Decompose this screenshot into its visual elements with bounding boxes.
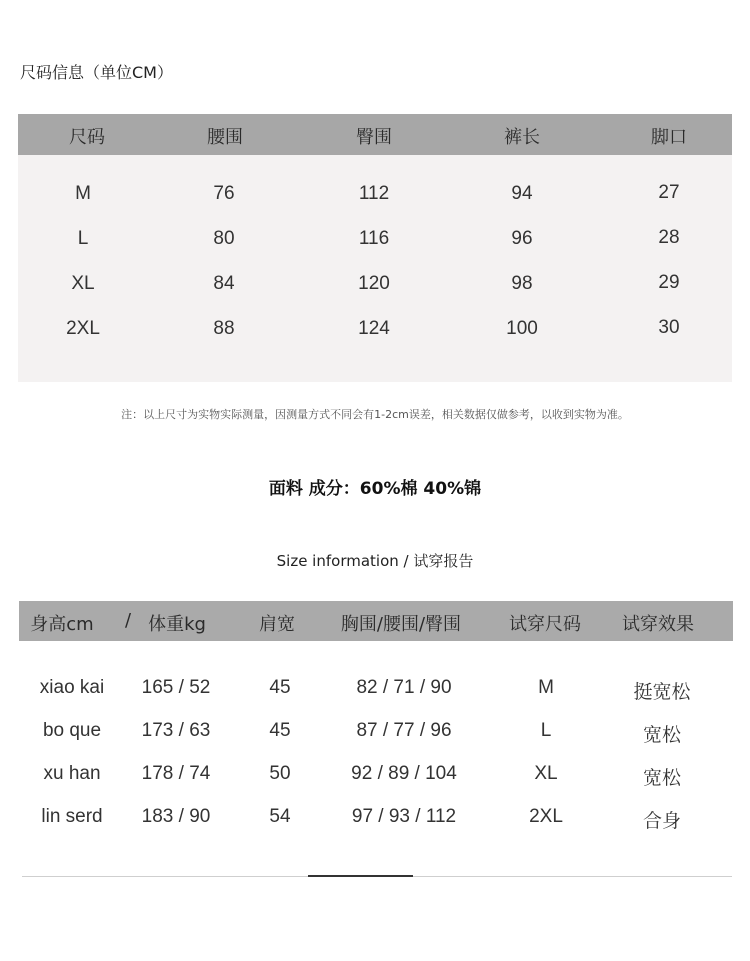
trial-effect-cell: 挺宽松 — [633, 681, 691, 703]
name-cell: xiao kai — [39, 677, 105, 698]
name-cell: lin serd — [41, 806, 103, 827]
length-cell: 98 — [511, 273, 533, 294]
height-weight-cell: 178 / 74 — [141, 763, 211, 784]
hip-cell: 112 — [358, 183, 390, 204]
header-separator: / — [124, 610, 132, 631]
trial-size-cell: M — [538, 677, 554, 698]
length-cell: 94 — [511, 183, 533, 204]
shoulder-cell: 45 — [269, 677, 291, 698]
height-weight-cell: 173 / 63 — [141, 720, 211, 741]
waist-cell: 76 — [213, 183, 235, 204]
header-shoulder: 肩宽 — [259, 614, 295, 635]
hem-cell: 29 — [658, 272, 680, 293]
trial-effect-cell: 合身 — [642, 810, 682, 832]
size-cell: XL — [71, 273, 95, 294]
header-hem: 脚口 — [651, 127, 687, 148]
trial-effect-cell: 宽松 — [642, 724, 682, 746]
measures-cell: 92 / 89 / 104 — [351, 763, 457, 784]
measures-cell: 87 / 77 / 96 — [356, 720, 452, 741]
waist-cell: 80 — [213, 228, 235, 249]
header-waist: 腰围 — [207, 127, 243, 148]
shoulder-cell: 45 — [269, 720, 291, 741]
size-cell: L — [77, 228, 89, 249]
length-cell: 96 — [511, 228, 533, 249]
measurement-note: 注：以上尺寸为实物实际测量，因测量方式不同会有1-2cm误差，相关数据仅做参考，以收到实物为准。 — [121, 408, 629, 421]
header-hip: 臀围 — [356, 127, 392, 148]
name-cell: bo que — [42, 720, 102, 741]
header-height: 身高cm — [30, 614, 94, 635]
waist-cell: 88 — [213, 318, 235, 339]
length-cell: 100 — [506, 318, 538, 339]
trial-table-body — [19, 641, 733, 841]
waist-cell: 84 — [213, 273, 235, 294]
header-size: 尺码 — [69, 127, 105, 148]
hip-cell: 124 — [358, 318, 390, 339]
trial-table-header — [19, 601, 733, 641]
height-weight-cell: 165 / 52 — [141, 677, 211, 698]
header-trial-effect: 试穿效果 — [622, 614, 694, 635]
size-table-body — [18, 155, 732, 382]
trial-size-cell: L — [540, 720, 552, 741]
hem-cell: 28 — [658, 227, 680, 248]
fabric-composition: 面料 成分：60%棉 40%锦 — [268, 479, 482, 499]
hem-cell: 30 — [658, 317, 680, 338]
size-cell: M — [75, 183, 91, 204]
trial-section-title: Size information / 试穿报告 — [276, 552, 474, 570]
header-length: 裤长 — [504, 127, 540, 148]
size-section-title: 尺码信息（单位CM） — [20, 63, 173, 82]
header-weight: 体重kg — [148, 614, 206, 635]
measures-cell: 97 / 93 / 112 — [351, 806, 457, 827]
trial-size-cell: XL — [534, 763, 558, 784]
trial-effect-cell: 宽松 — [642, 767, 682, 789]
trial-size-cell: 2XL — [529, 806, 563, 827]
measures-cell: 82 / 71 / 90 — [356, 677, 452, 698]
name-cell: xu han — [43, 763, 101, 784]
bottom-divider-accent — [308, 875, 413, 877]
hip-cell: 120 — [358, 273, 390, 294]
size-table-header — [18, 114, 732, 155]
hip-cell: 116 — [358, 228, 390, 249]
header-trial-size: 试穿尺码 — [509, 614, 581, 635]
shoulder-cell: 54 — [269, 806, 291, 827]
shoulder-cell: 50 — [269, 763, 291, 784]
size-cell: 2XL — [66, 318, 100, 339]
hem-cell: 27 — [658, 182, 680, 203]
header-measures: 胸围/腰围/臀围 — [340, 614, 462, 635]
height-weight-cell: 183 / 90 — [141, 806, 211, 827]
